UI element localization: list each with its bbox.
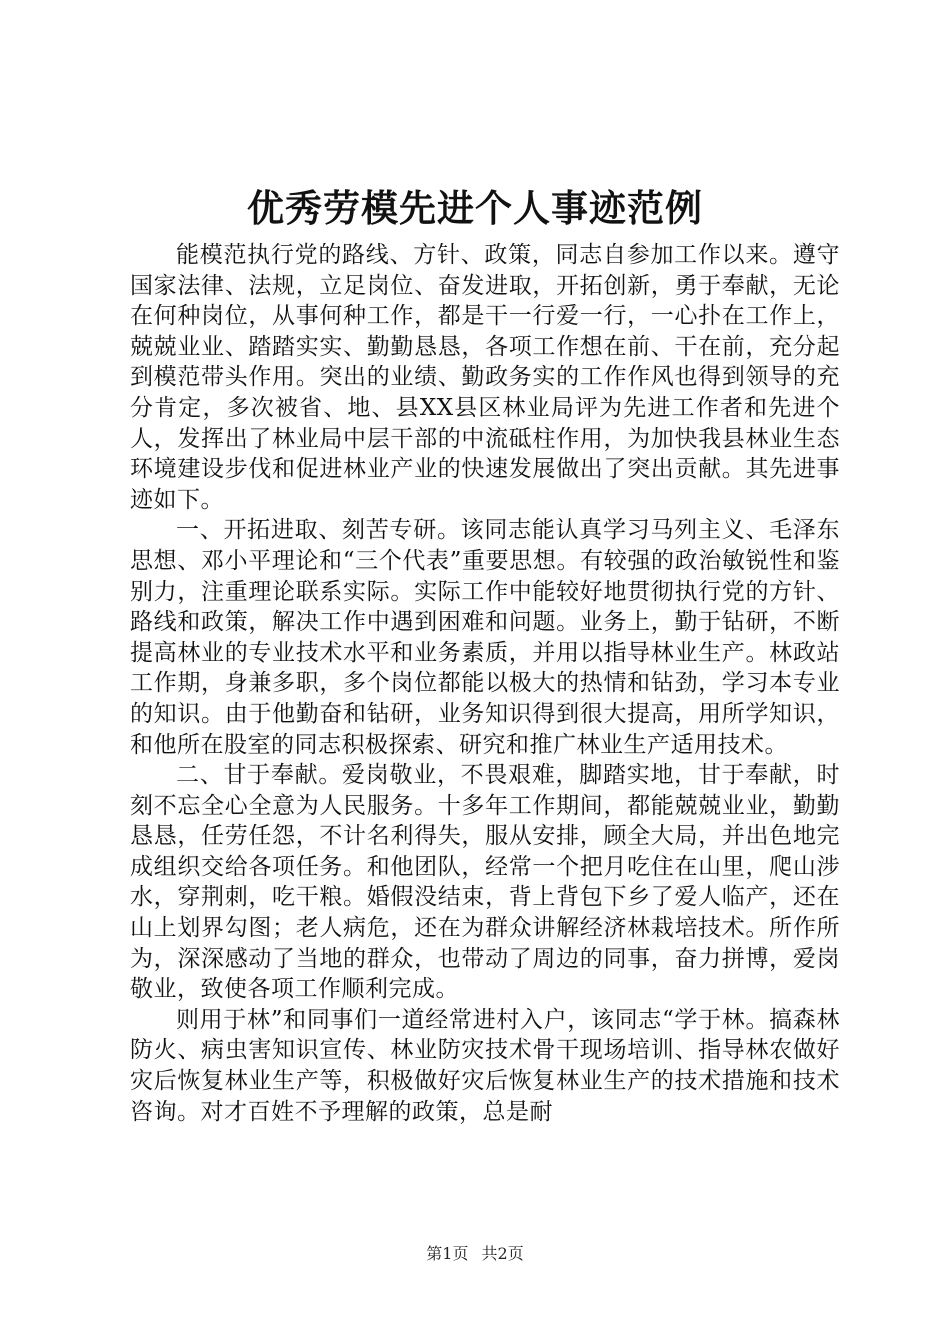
page-number: 第1页 <box>426 1244 469 1263</box>
page-footer <box>0 1244 950 1264</box>
document-body <box>130 240 840 1127</box>
paragraph-intro: 能模范执行党的路线、方针、政策，同志自参加工作以来。遵守国家法律、法规，立足岗位、奋发进取，开拓创新，勇于奉献，无论在何种岗位，从事何种工作，都是干一行爱一行，一心扑在工作上，兢兢业业、踏踏实实、勤勤恳恳，各项工作想在前、干在前，充分起到模范带头作用。突出的业绩、勤政务实的工作作风也得到领导的充分肯定，多次被省、地、县XX县区林业局评为先进工作者和先进个人，发挥出了林业局中层干部的中流砥柱作用，为加快我县林业生态环境建设步伐和促进林业产业的快速发展做出了突出贡献。其先进事迹如下。 <box>130 242 840 513</box>
paragraph-section-one: 一、开拓进取、刻苦专研。该同志能认真学习马列主义、毛泽东思想、邓小平理论和“三个代表”重要思想。有较强的政治敏锐性和鉴别力，注重理论联系实际。实际工作中能较好地贯彻执行党的方针、路线和政策，解决工作中遇到困难和问题。业务上，勤于钻研，不断提高林业的专业技术水平和业务素质，并用以指导林业生产。林政站工作期，身兼多职，多个岗位都能以极大的热情和钻劲，学习本专业的知识。由于他勤奋和钻研，业务知识得到很大提高，用所学知识，和他所在股室的同志积极探索、研究和推广林业生产适用技术。 <box>130 517 840 758</box>
page-total: 共2页 <box>481 1244 524 1263</box>
paragraph-section-two: 二、甘于奉献。爱岗敬业，不畏艰难，脚踏实地，甘于奉献，时刻不忘全心全意为人民服务。十多年工作期间，都能兢兢业业，勤勤恳恳，任劳任怨，不计名利得失，服从安排，顾全大局，并出色地完成组织交给各项任务。和他团队，经常一个把月吃住在山里，爬山涉水，穿荆刺，吃干粮。婚假没结束，背上背包下乡了爱人临产，还在山上划界勾图；老人病危，还在为群众讲解经济林栽培技术。所作所为，深深感动了当地的群众，也带动了周边的同事，奋力拼博，爱岗敬业，致使各项工作顺利完成。 <box>130 762 840 1003</box>
document-title: 优秀劳模先进个人事迹范例 <box>247 186 703 230</box>
paragraph-section-three: 则用于林”和同事们一道经常进村入户，该同志“学于林。搞森林防火、病虫害知识宣传、林业防灾技术骨干现场培训、指导林农做好灾后恢复林业生产等，积极做好灾后恢复林业生产的技术措施和技术咨询。对才百姓不予理解的政策，总是耐 <box>130 1006 840 1125</box>
